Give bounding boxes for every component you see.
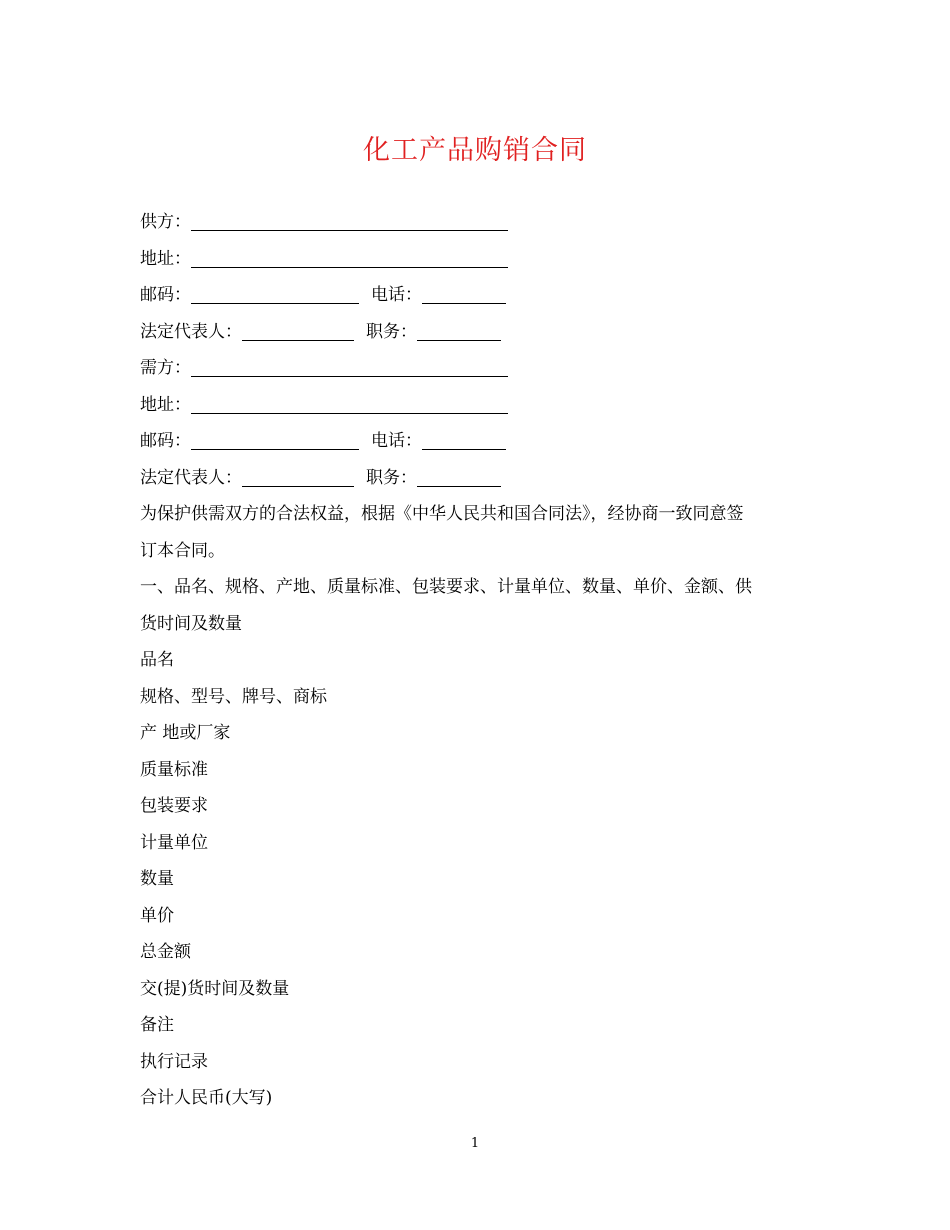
- supplier-postcode-label: 邮码：: [140, 285, 191, 305]
- supplier-contact-row: [140, 277, 820, 314]
- list-item: 品名: [140, 650, 174, 670]
- buyer-position-blank: [417, 466, 501, 487]
- supplier-address-blank: [191, 247, 508, 268]
- list-item: 包装要求: [140, 796, 208, 816]
- supplier-name-label: 供方：: [140, 212, 191, 232]
- supplier-address-label: 地址：: [140, 248, 191, 269]
- list-item: 计量单位: [140, 832, 208, 853]
- list-item: 产 地或厂家: [140, 723, 231, 743]
- supplier-name-row: [140, 204, 820, 241]
- buyer-rep-blank: [242, 466, 354, 487]
- document-title: 化工产品购销合同: [363, 135, 587, 166]
- buyer-name-blank: [191, 356, 508, 377]
- page-number: 1: [470, 1136, 480, 1151]
- list-item: 质量标准: [140, 759, 208, 780]
- buyer-rep-label: 法定代表人：: [140, 467, 242, 488]
- section1-heading-line-1: 一、品名、规格、产地、质量标准、包装要求、计量单位、数量、单价、金额、供: [140, 577, 752, 597]
- list-item: 合计人民币(大写): [140, 1088, 273, 1108]
- buyer-name-label: 需方：: [140, 358, 191, 378]
- list-item: 总金额: [140, 942, 191, 962]
- buyer-phone-blank: [422, 429, 506, 450]
- supplier-phone-label: 电话：: [371, 285, 422, 305]
- contract-body: [140, 204, 820, 1117]
- buyer-address-label: 地址：: [140, 394, 191, 415]
- buyer-phone-label: 电话：: [371, 431, 422, 451]
- buyer-name-row: [140, 350, 820, 387]
- intro-line-1: 为保护供需双方的合法权益，根据《中华人民共和国合同法》，经协商一致同意签: [140, 504, 744, 524]
- list-item: 数量: [140, 869, 174, 889]
- list-item: 备注: [140, 1015, 174, 1035]
- supplier-postcode-blank: [191, 283, 359, 304]
- buyer-postcode-blank: [191, 429, 359, 450]
- supplier-position-label: 职务：: [366, 321, 417, 342]
- supplier-address-row: [140, 241, 820, 278]
- supplier-name-blank: [191, 210, 508, 231]
- supplier-rep-row: [140, 314, 820, 351]
- list-item: 规格、型号、牌号、商标: [140, 686, 327, 707]
- buyer-position-label: 职务：: [366, 467, 417, 488]
- supplier-rep-label: 法定代表人：: [140, 321, 242, 342]
- list-item: 交(提)货时间及数量: [140, 978, 290, 999]
- buyer-postcode-label: 邮码：: [140, 431, 191, 451]
- buyer-contact-row: [140, 423, 820, 460]
- list-item: 执行记录: [140, 1051, 208, 1072]
- list-item: 单价: [140, 905, 174, 926]
- section1-heading-line-2: 货时间及数量: [140, 613, 242, 634]
- buyer-address-row: [140, 387, 820, 424]
- buyer-address-blank: [191, 393, 508, 414]
- supplier-rep-blank: [242, 320, 354, 341]
- buyer-rep-row: [140, 460, 820, 497]
- intro-line-2: 订本合同。: [140, 540, 225, 561]
- supplier-phone-blank: [422, 283, 506, 304]
- supplier-position-blank: [417, 320, 501, 341]
